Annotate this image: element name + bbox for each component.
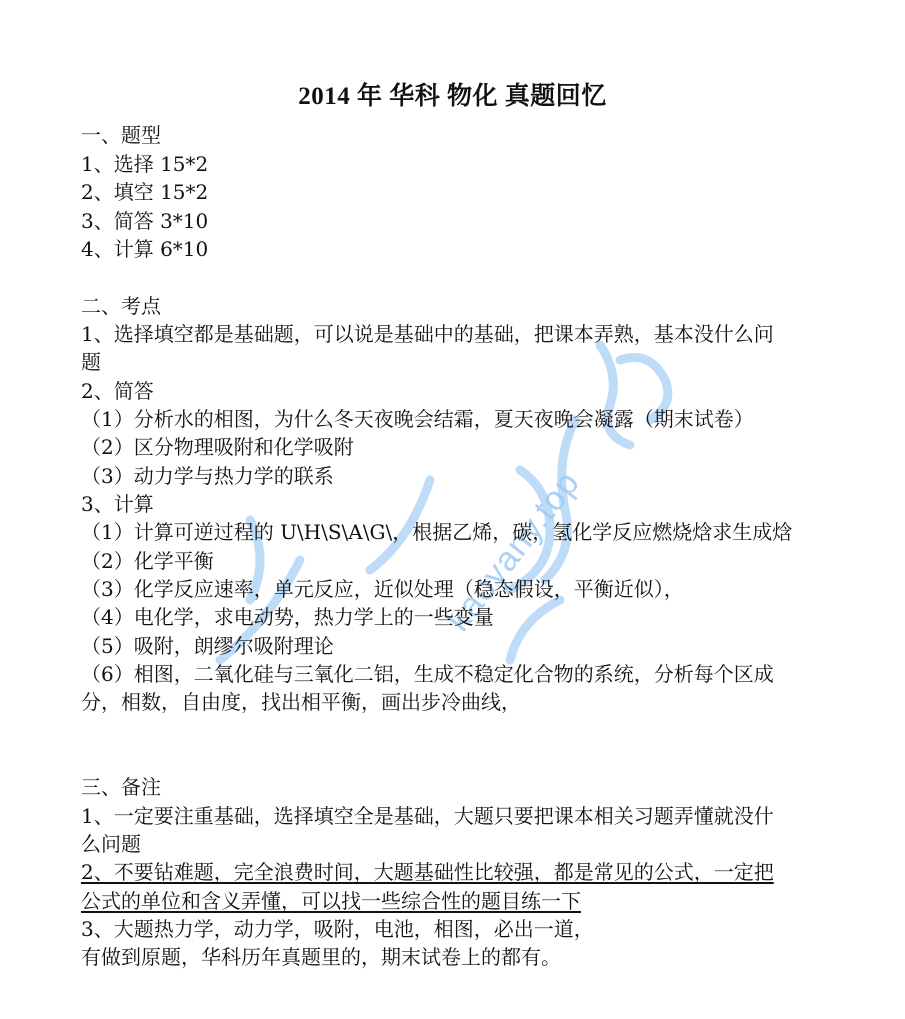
- list-item: 题: [81, 350, 101, 374]
- list-item: 2、填空 15*2: [81, 180, 209, 204]
- watermark-text: kaoyany.top: [439, 463, 588, 639]
- list-item: （4）电化学，求电动势，热力学上的一些变量: [81, 605, 494, 629]
- list-item-underlined: 2、不要钻难题，完全浪费时间，大题基础性比较强，都是常见的公式，一定把: [81, 860, 774, 884]
- list-item: 分，相数，自由度，找出相平衡，画出步冷曲线，: [81, 690, 521, 714]
- list-item: （1）分析水的相图，为什么冬天夜晚会结霜，夏天夜晚会凝露（期末试卷）: [81, 407, 754, 431]
- list-item: 3、计算: [81, 492, 154, 516]
- list-item: （6）相图，二氧化硅与三氧化二铝，生成不稳定化合物的系统，分析每个区成: [81, 662, 774, 686]
- list-item: 1、选择填空都是基础题，可以说是基础中的基础，把课本弄熟，基本没什么问: [81, 322, 774, 346]
- list-item: 1、选择 15*2: [81, 152, 209, 176]
- list-item: 4、计算 6*10: [81, 237, 209, 261]
- list-item: （1）计算可逆过程的 U\H\S\A\G\，根据乙烯，碳，氢化学反应燃烧焓求生成焓: [81, 520, 793, 544]
- section-heading: 三、备注: [81, 775, 161, 799]
- list-item: 么问题: [81, 832, 141, 856]
- list-item: 1、一定要注重基础，选择填空全是基础，大题只要把课本相关习题弄懂就没什: [81, 804, 774, 828]
- list-item: 2、简答: [81, 379, 154, 403]
- section-heading: 一、题型: [81, 123, 161, 147]
- list-item: 3、大题热力学，动力学，吸附，电池，相图，必出一道，: [81, 917, 594, 941]
- list-item: 有做到原题，华科历年真题里的，期末试卷上的都有。: [81, 945, 561, 969]
- list-item: （2）化学平衡: [81, 549, 214, 573]
- page-title: 2014 年 华科 物化 真题回忆: [298, 83, 607, 110]
- list-item: （3）动力学与热力学的联系: [81, 464, 334, 488]
- section-heading: 二、考点: [81, 294, 161, 318]
- list-item-underlined: 公式的单位和含义弄懂，可以找一些综合性的题目练一下: [81, 889, 581, 913]
- list-item: 3、简答 3*10: [81, 209, 209, 233]
- list-item: （2）区分物理吸附和化学吸附: [81, 435, 354, 459]
- list-item: （3）化学反应速率，单元反应，近似处理（稳态假设，平衡近似），: [81, 577, 684, 601]
- list-item: （5）吸附，朗缪尔吸附理论: [81, 634, 334, 658]
